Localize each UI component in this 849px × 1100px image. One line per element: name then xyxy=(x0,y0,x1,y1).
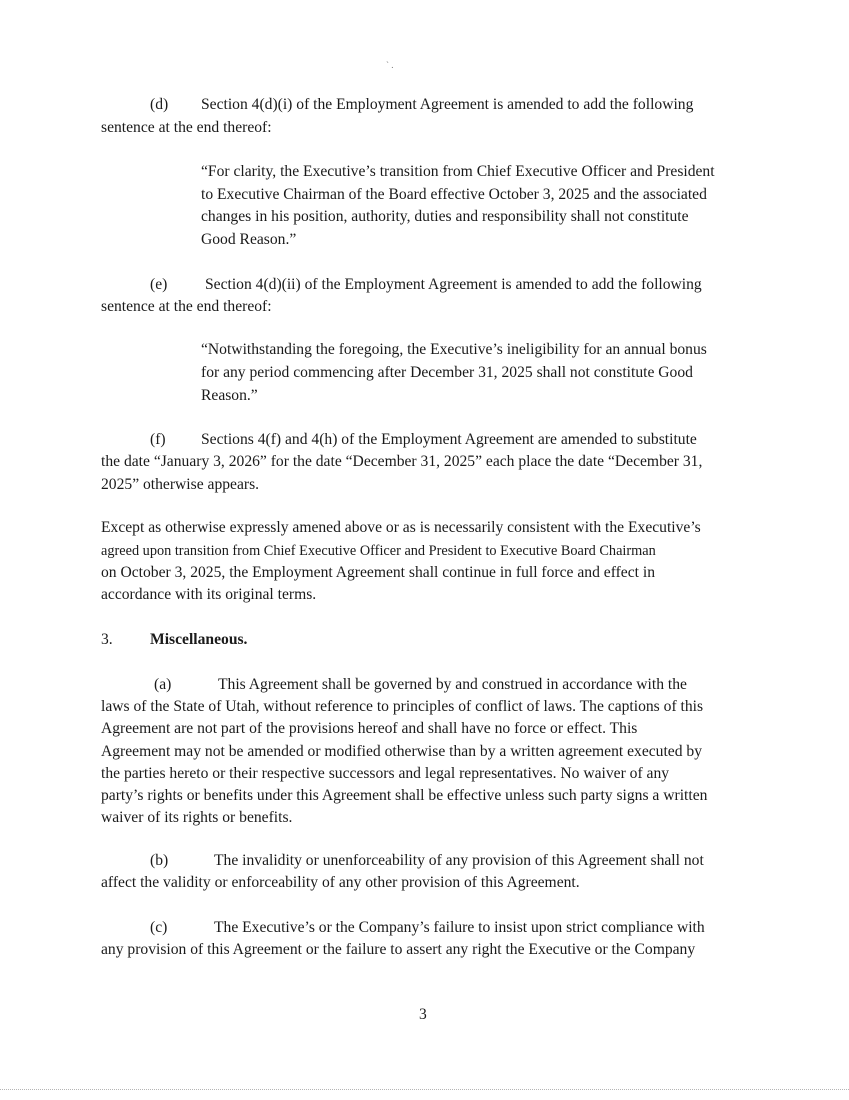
para-3b-line-1: The invalidity or unenforceability of any provision of this Agreement shall not xyxy=(214,852,704,869)
para-e-quote-line-3: Reason.” xyxy=(201,387,258,404)
para-3c-label: (c) xyxy=(150,919,168,936)
para-3c-line-2: any provision of this Agreement or the failure to assert any right the Executive or the Company xyxy=(101,941,696,958)
except-para-line-1: Except as otherwise expressly amened above or as is necessarily consistent with the Executive’s xyxy=(101,519,701,536)
section-3-title: Miscellaneous. xyxy=(150,631,248,648)
para-3b-line-2: affect the validity or enforceability of any other provision of this Agreement. xyxy=(101,874,580,891)
para-d-quote-line-3: changes in his position, authority, duties and responsibility shall not constitute xyxy=(201,208,689,225)
para-e-line-1: Section 4(d)(ii) of the Employment Agreement is amended to add the following xyxy=(205,276,702,293)
scan-mark: ` . xyxy=(386,60,394,70)
para-3a-line-6: party’s rights or benefits under this Agreement shall be effective unless such party signs a written xyxy=(101,787,708,804)
para-3a-line-3: Agreement are not part of the provisions hereof and shall have no force or effect. This xyxy=(101,720,638,737)
page-number: 3 xyxy=(419,1006,427,1023)
section-3-number: 3. xyxy=(101,631,113,648)
para-e-quote-line-2: for any period commencing after December 31, 2025 shall not constitute Good xyxy=(201,364,693,381)
para-d-quote-line-2: to Executive Chairman of the Board effective October 3, 2025 and the associated xyxy=(201,186,707,203)
except-para-line-4: accordance with its original terms. xyxy=(101,586,317,603)
para-f-line-2: the date “January 3, 2026” for the date “December 31, 2025” each place the date “December 31, xyxy=(101,453,703,470)
para-3a-line-5: the parties hereto or their respective successors and legal representatives. No waiver of any xyxy=(101,765,670,782)
para-e-line-2: sentence at the end thereof: xyxy=(101,298,272,315)
para-f-line-3: 2025” otherwise appears. xyxy=(101,476,260,493)
para-3c-line-1: The Executive’s or the Company’s failure to insist upon strict compliance with xyxy=(214,919,705,936)
para-d-quote-line-1: “For clarity, the Executive’s transition from Chief Executive Officer and President xyxy=(201,163,715,180)
para-f-label: (f) xyxy=(150,431,166,448)
para-3a-line-4: Agreement may not be amended or modified otherwise than by a written agreement executed by xyxy=(101,743,703,760)
para-3a-label: (a) xyxy=(154,676,172,693)
except-para-line-3: on October 3, 2025, the Employment Agreement shall continue in full force and effect in xyxy=(101,564,655,581)
except-para-line-2: agreed upon transition from Chief Executive Officer and President to Executive Board Chairman xyxy=(101,543,656,559)
para-d-line-2: sentence at the end thereof: xyxy=(101,119,272,136)
para-3a-line-7: waiver of its rights or benefits. xyxy=(101,809,293,826)
para-3a-line-2: laws of the State of Utah, without reference to principles of conflict of laws. The captions of this xyxy=(101,698,704,715)
para-f-line-1: Sections 4(f) and 4(h) of the Employment Agreement are amended to substitute xyxy=(201,431,697,448)
para-d-label: (d) xyxy=(150,96,169,113)
para-3b-label: (b) xyxy=(150,852,169,869)
para-3a-line-1: This Agreement shall be governed by and construed in accordance with the xyxy=(218,676,687,693)
para-e-label: (e) xyxy=(150,276,168,293)
para-d-quote-line-4: Good Reason.” xyxy=(201,231,297,248)
scan-edge-rule xyxy=(0,1089,849,1090)
para-d-line-1: Section 4(d)(i) of the Employment Agreement is amended to add the following xyxy=(201,96,694,113)
para-e-quote-line-1: “Notwithstanding the foregoing, the Executive’s ineligibility for an annual bonus xyxy=(201,341,707,358)
